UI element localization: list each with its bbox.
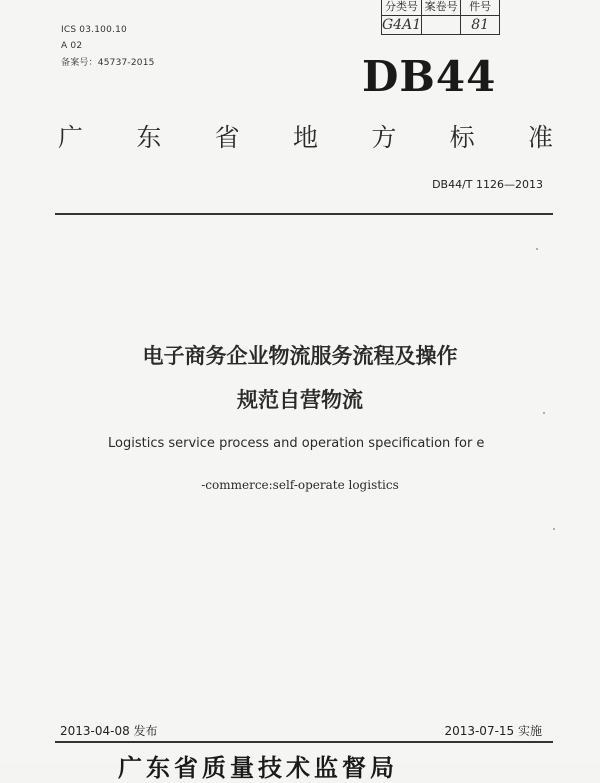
scan-speck xyxy=(553,528,555,530)
stamp-value-file xyxy=(422,16,461,35)
stamp-header-file: 案卷号 xyxy=(422,0,461,16)
province-standard-title xyxy=(58,118,553,154)
title-cn-line2: 规范自营物流 xyxy=(237,388,363,412)
title-cn-line1: 电子商务企业物流服务流程及操作 xyxy=(142,344,458,368)
stamp-header-item: 件号 xyxy=(461,0,500,16)
publish-date: 2013-04-08 发布 xyxy=(60,724,158,738)
issuing-authority: 广东省质量技术监督局 xyxy=(118,754,398,782)
scan-speck xyxy=(536,248,538,250)
stamp-value-item: 81 xyxy=(461,16,500,35)
province-title-char: 省 xyxy=(214,123,240,152)
category-code: A 02 xyxy=(61,41,83,51)
stamp-value-classification: G4A1 xyxy=(382,17,422,33)
province-title-char: 广 xyxy=(58,123,84,152)
archive-stamp xyxy=(381,0,500,35)
province-title-char: 东 xyxy=(136,123,162,152)
province-title-char: 标 xyxy=(449,123,475,152)
standard-number: DB44/T 1126—2013 xyxy=(432,178,543,191)
scan-speck xyxy=(543,412,545,414)
stamp-header-classification: 分类号 xyxy=(382,0,422,16)
db44-logo: DB44 xyxy=(362,52,497,101)
implement-date: 2013-07-15 实施 xyxy=(444,724,542,738)
ics-code: ICS 03.100.10 xyxy=(61,25,127,35)
record-number: 备案号：45737-2015 xyxy=(61,58,155,68)
header-divider xyxy=(55,213,553,215)
province-title-char: 方 xyxy=(371,123,397,152)
title-en-line1: Logistics service process and operation specification for e xyxy=(108,436,485,451)
province-title-char: 准 xyxy=(527,123,553,152)
title-en-line2: -commerce:self-operate logistics xyxy=(201,478,399,492)
province-title-char: 地 xyxy=(292,123,318,152)
footer-divider xyxy=(55,741,553,743)
